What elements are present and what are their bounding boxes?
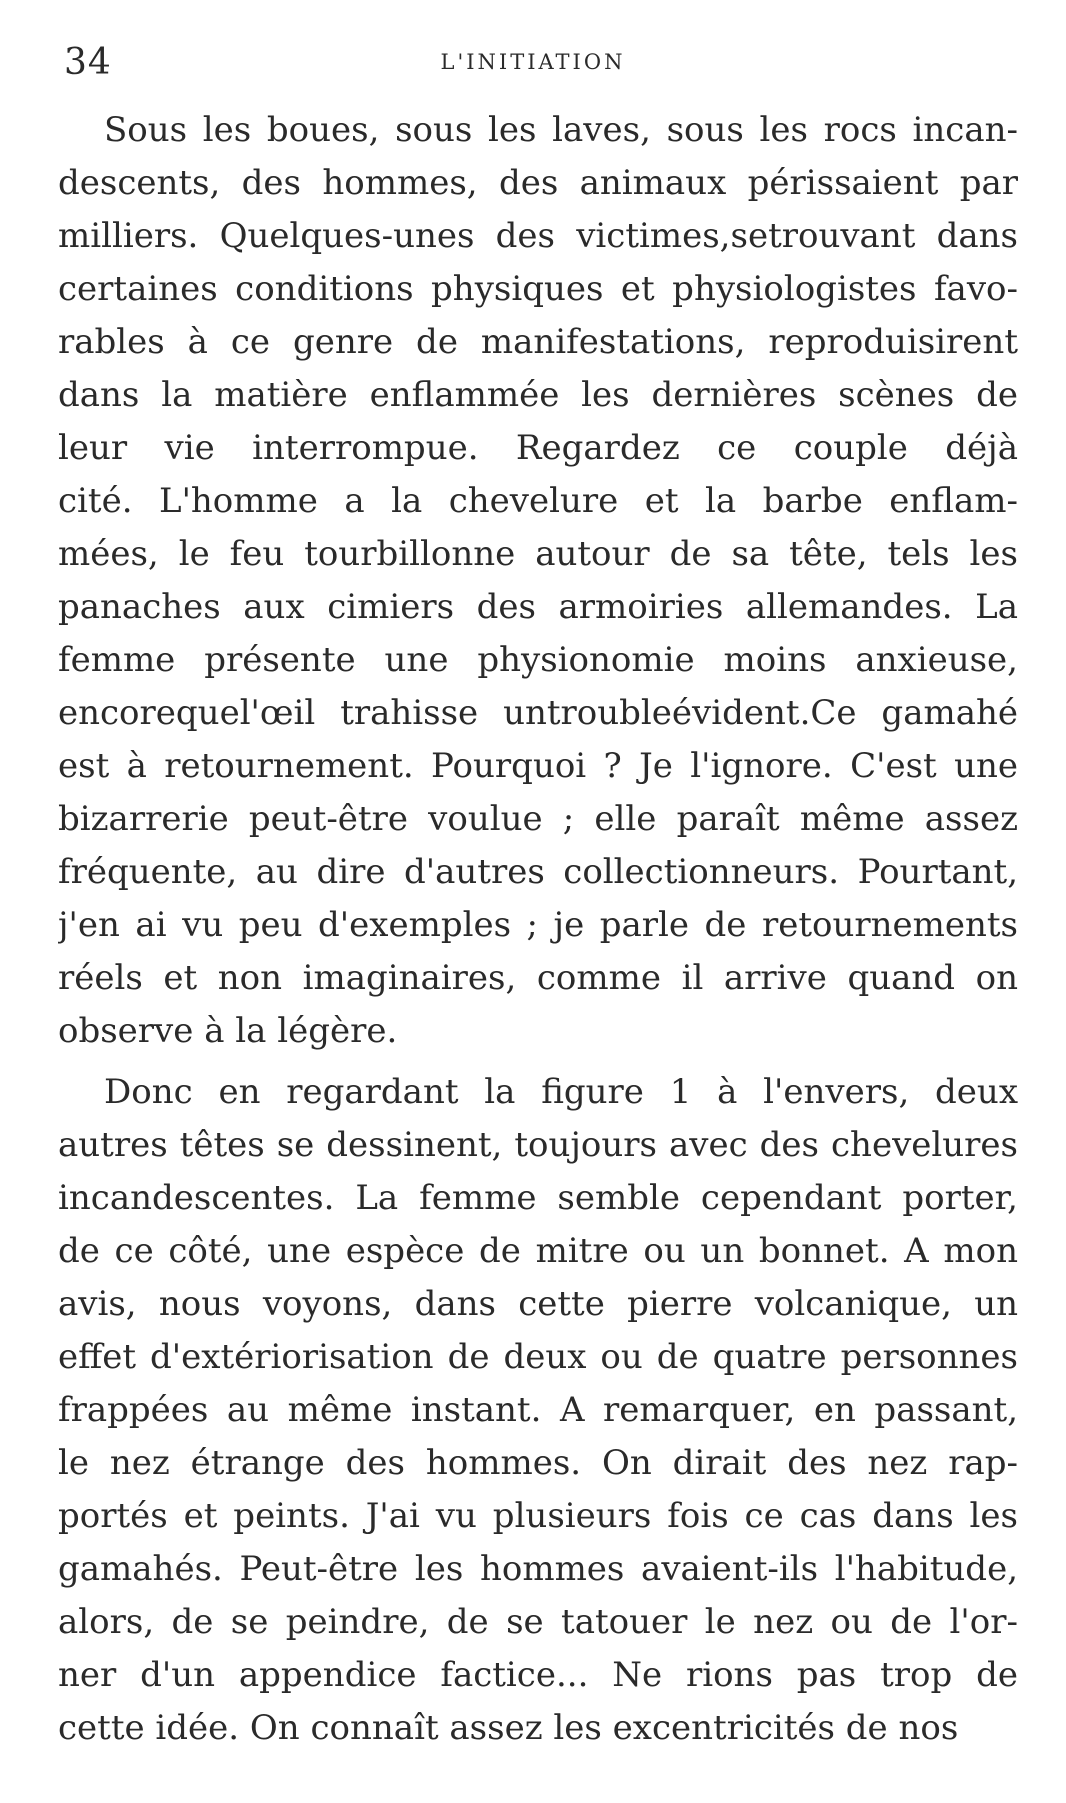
text-line: gamahés. Peut-être les hommes avaient-ils l'habitude, (58, 1549, 1018, 1589)
text-line: avis, nous voyons, dans cette pierre volcanique, un (58, 1284, 1018, 1324)
text-line: rables à ce genre de manifestations, reproduisirent (58, 322, 1018, 362)
text-line: incandescentes. La femme semble cependant porter, (58, 1178, 1018, 1218)
text-line: cette idée. On connaît assez les excentricités de nos (58, 1708, 959, 1748)
running-head: L'INITIATION (440, 50, 626, 74)
text-line: femme présente une physionomie moins anxieuse, (58, 640, 1018, 680)
text-line: observe à la légère. (58, 1011, 398, 1051)
text-line: bizarrerie peut-être voulue ; elle paraît même assez (58, 799, 1018, 839)
text-line: Donc en regardant la figure 1 à l'envers, deux (104, 1072, 1018, 1112)
text-line: dans la matière enflammée les dernières scènes de (58, 375, 1018, 415)
page-number: 34 (64, 42, 112, 83)
text-line: effet d'extériorisation de deux ou de quatre personnes (58, 1337, 1018, 1377)
text-line: j'en ai vu peu d'exemples ; je parle de retournements (58, 905, 1018, 945)
paragraph (58, 104, 1018, 1058)
text-line: certaines conditions physiques et physiologistes favo- (58, 269, 1018, 309)
text-line: milliers. Quelques-unes des victimes,setrouvant dans (58, 216, 1018, 256)
text-line: frappées au même instant. A remarquer, en passant, (58, 1390, 1018, 1430)
paragraph (58, 1066, 1018, 1755)
page-header (0, 40, 1066, 100)
text-line: autres têtes se dessinent, toujours avec des chevelures (58, 1125, 1018, 1165)
text-line: le nez étrange des hommes. On dirait des nez rap- (58, 1443, 1018, 1483)
text-line: réels et non imaginaires, comme il arrive quand on (58, 958, 1018, 998)
text-line: descents, des hommes, des animaux périssaient par (58, 163, 1018, 203)
page-body (58, 104, 1018, 1755)
text-line: de ce côté, une espèce de mitre ou un bonnet. A mon (58, 1231, 1018, 1271)
text-line: portés et peints. J'ai vu plusieurs fois ce cas dans les (58, 1496, 1018, 1536)
text-line: panaches aux cimiers des armoiries allemandes. La (58, 587, 1018, 627)
text-line: fréquente, au dire d'autres collectionneurs. Pourtant, (58, 852, 1018, 892)
text-line: mées, le feu tourbillonne autour de sa tête, tels les (58, 534, 1018, 574)
text-line: alors, de se peindre, de se tatouer le nez ou de l'or- (58, 1602, 1018, 1642)
text-line: encorequel'œil trahisse untroubleévident.Ce gamahé (58, 693, 1018, 733)
text-line: cité. L'homme a la chevelure et la barbe enflam- (58, 481, 1018, 521)
text-line: Sous les boues, sous les laves, sous les rocs incan- (104, 110, 1018, 150)
text-line: est à retournement. Pourquoi ? Je l'ignore. C'est une (58, 746, 1018, 786)
text-line: ner d'un appendice factice... Ne rions pas trop de (58, 1655, 1018, 1695)
text-line: leur vie interrompue. Regardez ce couple déjà (58, 428, 1018, 468)
